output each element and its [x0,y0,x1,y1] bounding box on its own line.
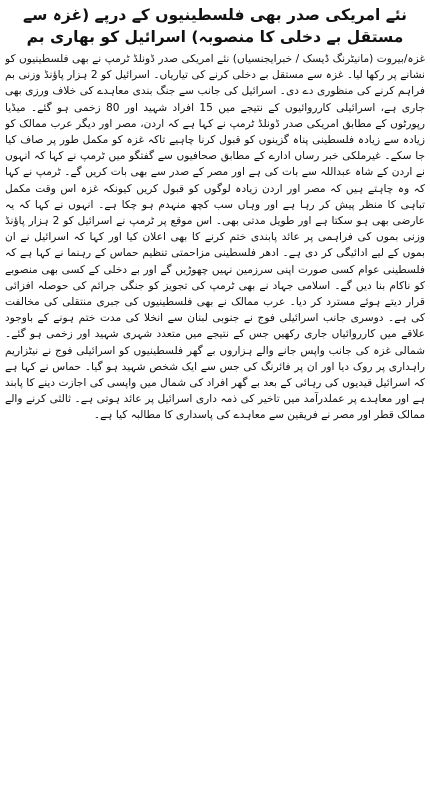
article-headline: نئے امریکی صدر بھی فلسطینیوں کے درپے (غزہ سے مستقل بے دخلی کا منصوبہ) اسرائیل کو بھاری بم [23,6,407,46]
article-body [5,51,425,795]
article-paragraph: غزہ/بیروت (مانیٹرنگ ڈیسک / خبرایجنسیاں) نئے امریکی صدر ڈونلڈ ٹرمپ نے بھی فلسطینیوں کو نشانے پر رکھا لیا۔ غزہ سے مستقل بے دخلی کرنے کی تیاریاں۔ اسرائیل کو 2 ہزار پاؤنڈ وزنی بم فراہم کرنے کی منظوری دے دی۔ اسرائیل کی جانب سے جنگ بندی معاہدے کی خلاف ورزی بھی جاری ہے، اسرائیلی کارروائیوں کے نتیجے میں 15 افراد شہید اور 80 زخمی ہو گئے۔ میڈیا رپورٹوں کے مطابق امریکی صدر ڈونلڈ ٹرمپ نے کہا ہے کہ اردن، مصر اور دیگر عرب ممالک کو زیادہ سے زیادہ فلسطینی پناہ گزینوں کو قبول کرنا چاہیے تاکہ غزہ کو مکمل طور پر صاف کیا جا سکے۔ غیرملکی خبر رساں ادارے کے مطابق صحافیوں سے گفتگو میں ٹرمپ نے کہا کہ انہوں نے اردن کے شاہ عبداللہ سے بات کی ہے اور مصر کے صدر سے بھی بات کریں گے۔ ٹرمپ نے کہا کہ وہ چاہتے ہیں کہ مصر اور اردن زیادہ لوگوں کو قبول کریں کیونکہ غزہ اس وقت مکمل تباہی کا منظر پیش کر رہا ہے اور وہاں سب کچھ منہدم ہو چکا ہے۔ انہوں نے کہا کہ یہ عارضی بھی ہو سکتا ہے اور طویل مدتی بھی۔ اس موقع پر ٹرمپ نے اسرائیل کو 2 ہزار پاؤنڈ وزنی بموں کی فراہمی پر عائد پابندی ختم کرنے کا بھی اعلان کیا اور کہا کہ اسرائیل نے ان بموں کے لیے ادائیگی کر دی ہے۔ ادھر فلسطینی مزاحمتی تنظیم حماس کے رہنما نے کہا ہے کہ فلسطینی عوام کسی صورت اپنی سرزمین نہیں چھوڑیں گے اور بے دخلی کے کسی بھی منصوبے کو ناکام بنا دیں گے۔ اسلامی جہاد نے بھی ٹرمپ کی تجویز کو جنگی جرائم کی حوصلہ افزائی قرار دیتے ہوئے مسترد کر دیا۔ عرب ممالک نے بھی فلسطینیوں کی جبری منتقلی کی مخالفت کی ہے۔ دوسری جانب اسرائیلی فوج نے جنوبی لبنان سے انخلا کی مدت ختم ہونے کے باوجود علاقے میں کارروائیاں جاری رکھیں جس کے نتیجے میں متعدد شہری شہید اور زخمی ہو گئے۔ شمالی غزہ کی جانب واپس جانے والے ہزاروں بے گھر فلسطینیوں کو اسرائیلی فوج نے نیٹزاریم راہداری پر روک دیا اور ان پر فائرنگ کی جس سے ایک شخص شہید ہو گیا۔ حماس نے کہا ہے کہ اسرائیل قیدیوں کی رہائی کے بعد بے گھر افراد کی شمال میں واپسی کی اجازت دینے کا پابند ہے اور معاہدے پر عملدرآمد میں تاخیر کی ذمہ داری اسرائیل پر عائد ہوتی ہے۔ ثالثی کرنے والے ممالک قطر اور مصر نے فریقین سے معاہدے کی پاسداری کا مطالبہ کیا ہے۔ [5,53,425,422]
